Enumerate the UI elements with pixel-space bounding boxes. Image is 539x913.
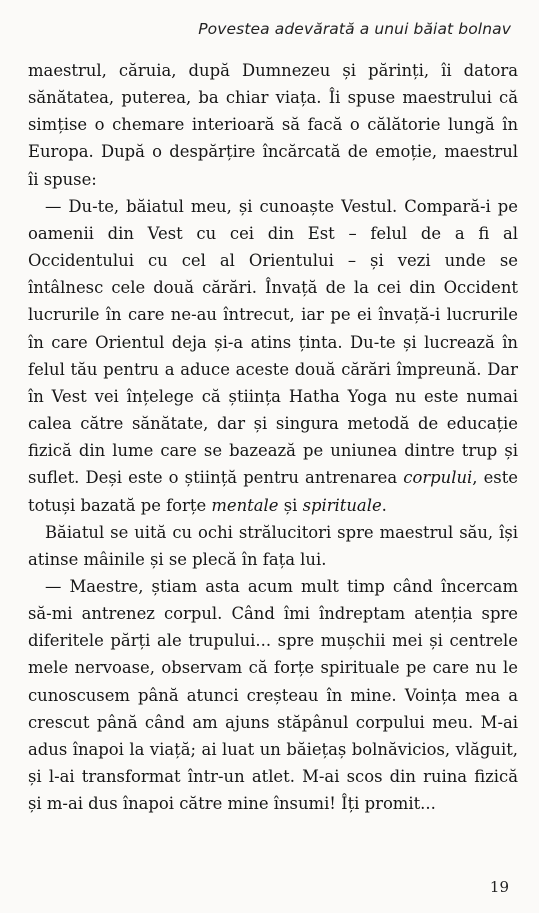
paragraph: [28, 519, 518, 573]
text-run: și: [278, 495, 303, 515]
text-run: Băiatul se uită cu ochi strălucitori spre maestrul său, își atinse mâinile și se plecă în fața lui.: [28, 522, 518, 569]
paragraph: [28, 573, 518, 817]
italic-text: mentale: [211, 495, 279, 515]
paragraph: [28, 193, 518, 519]
body-text: [28, 57, 518, 817]
text-run: , este totuși bazată pe forțe: [28, 468, 518, 515]
text-run: maestrul, căruia, după Dumnezeu și părinți, îi datora sănătatea, puterea, ba chiar viața. Îi spuse maestrului că simțise o chemare interioară să facă o călătorie lungă în Europa. După o despărțire încărcată de emoție, maestrul îi spuse:: [28, 61, 518, 189]
italic-text: corpului: [403, 468, 473, 488]
page-number: 19: [489, 878, 509, 896]
paragraph: [28, 57, 518, 193]
text-run: .: [381, 495, 387, 515]
text-run: — Du-te, băiatul meu, și cunoaște Vestul. Compară-i pe oamenii din Vest cu cei din Est – felul de a fi al Occidentului cu cel al Orientului – și vezi unde se întâlnesc cele două cărări. Învață de la cei din Occident lucrurile în care ne-au întrecut, iar pe ei învață-i lucrurile în care Orientul deja și-a atins ținta. Du-te și lucrează în felul tău pentru a aduce aceste două cărări împreună. Dar în Vest vei înțelege că știința Hatha Yoga nu este numai calea către sănătate, dar și singura metodă de educație fizică din lume care se bazează pe uniunea dintre trup și suflet. Deși este o știință pentru antrenarea: [28, 196, 518, 488]
running-header-title: Povestea adevărată a unui băiat bolnav: [198, 20, 511, 38]
italic-text: spirituale: [302, 495, 382, 515]
text-run: — Maestre, știam asta acum mult timp când încercam să-mi antrenez corpul. Când îmi îndreptam atenția spre diferitele părți ale trupului... spre mușchii mei și centrele mele nervoase, observam că forțe spirituale pe care nu le cunoscusem până atunci creșteau în mine. Voința mea a crescut până când am ajuns stăpânul corpului meu. M-ai adus înapoi la viață; ai luat un băiețaș bolnăvicios, vlăguit, și l-ai transformat într-un atlet. M-ai scos din ruina fizică și m-ai dus înapoi către mine însumi! Îți promit...: [28, 576, 518, 814]
